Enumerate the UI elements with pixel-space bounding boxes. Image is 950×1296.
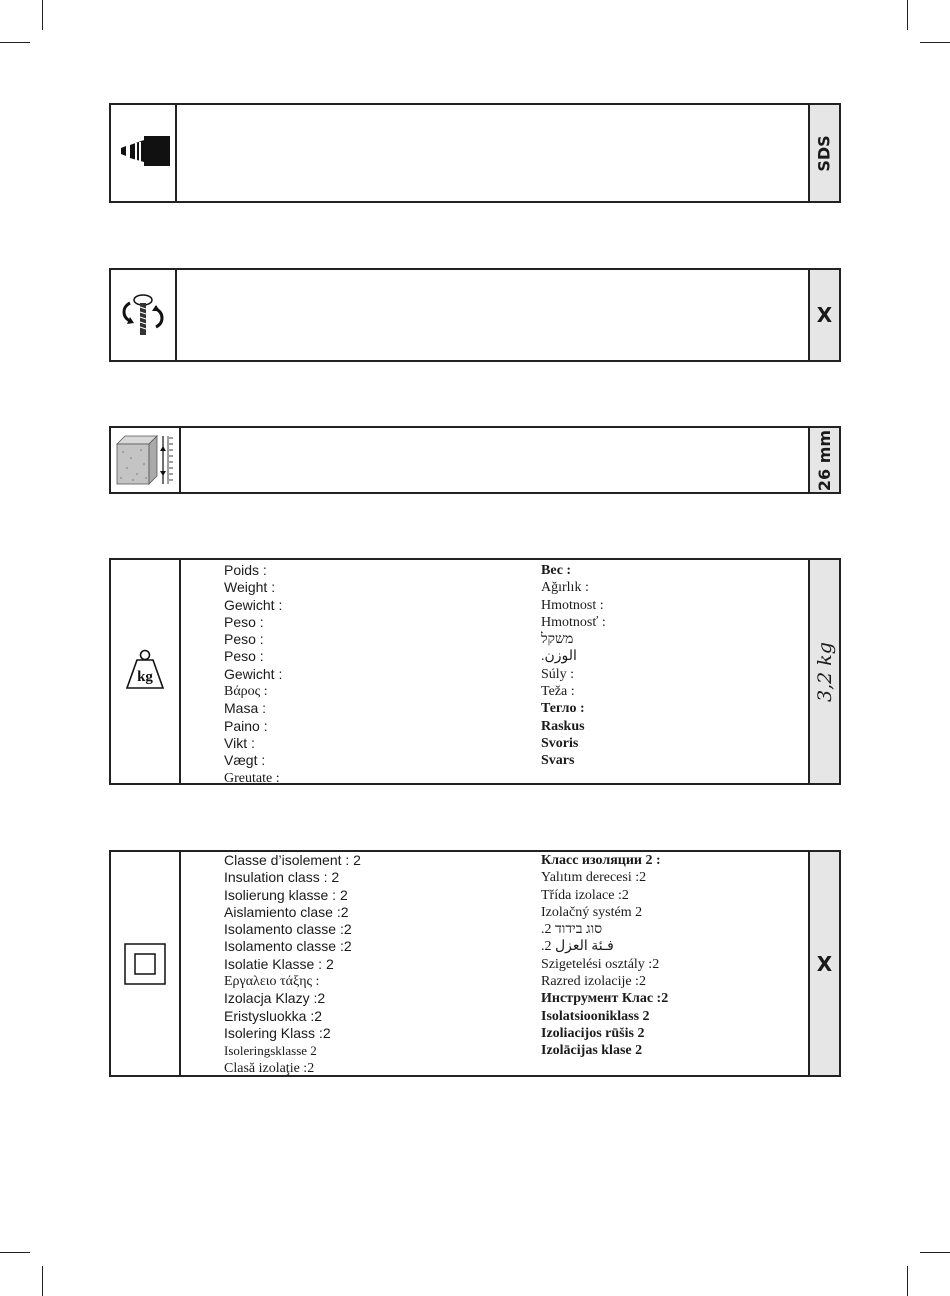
rotation-value: X (816, 303, 833, 327)
list-item: Teža : (541, 684, 575, 700)
rotation-panel (109, 268, 841, 362)
insulation-value: X (816, 951, 833, 976)
list-item: Isolamento classe :2 (224, 921, 352, 938)
list-item: Vægt : (224, 752, 266, 769)
list-item: Peso : (224, 613, 264, 630)
insulation-labels-left (184, 852, 484, 1075)
list-item: סוג בידוד 2. (541, 922, 603, 938)
list-item: Raskus (541, 718, 585, 734)
list-item: Vikt : (224, 734, 255, 751)
list-item: Εργαλειο τάξης : (224, 974, 320, 990)
crop-mark (907, 0, 908, 30)
list-item: Βάρος : (224, 684, 268, 700)
sds-chuck-icon (114, 133, 172, 173)
list-item: Hmotnosť : (541, 614, 606, 630)
sds-value: SDS (815, 134, 835, 172)
insulation-labels-right (501, 852, 801, 1075)
list-item: Peso : (224, 648, 264, 665)
list-item: Razred izolacije :2 (541, 974, 646, 990)
list-item: Hmotnost : (541, 597, 604, 613)
concrete-drilling-capacity-icon (113, 432, 177, 488)
weight-panel (109, 558, 841, 785)
list-item: Gewicht : (224, 665, 283, 682)
list-item: Szigetelési osztály :2 (541, 956, 660, 972)
list-item: Инструмент Клас :2 (541, 991, 669, 1007)
double-insulation-icon (124, 943, 166, 985)
list-item: Classe d’isolement : 2 (224, 852, 361, 868)
insulation-panel (109, 850, 841, 1077)
list-item: Izoliacijos rūšis 2 (541, 1025, 645, 1041)
crop-mark (907, 1266, 908, 1296)
concrete-value-cell (808, 428, 839, 492)
list-item: Izolacja Klazy :2 (224, 990, 326, 1007)
list-item: Svars (541, 753, 575, 769)
crop-mark (0, 1252, 30, 1253)
list-item: فـئة العزل 2. (541, 939, 614, 955)
concrete-value: 26 mm (815, 429, 834, 491)
weight-icon-text: kg (137, 668, 153, 685)
list-item: Poids : (224, 562, 267, 578)
list-item: Třída izolace :2 (541, 887, 629, 903)
weight-icon (123, 648, 167, 696)
list-item: Greutate : (224, 770, 280, 786)
list-item: Paino : (224, 717, 268, 734)
list-item: Gewicht : (224, 596, 283, 613)
crop-mark (42, 1266, 43, 1296)
list-item: Isolatsiooniklass 2 (541, 1008, 650, 1024)
crop-mark (42, 0, 43, 30)
list-item: Insulation class : 2 (224, 869, 340, 886)
weight-value: 3,2 kg (813, 641, 836, 702)
list-item: Isoleringsklasse 2 (224, 1043, 317, 1059)
list-item: Peso : (224, 631, 264, 648)
insulation-icon-cell (111, 852, 181, 1075)
weight-icon-cell (111, 560, 181, 783)
list-item: الوزن. (541, 649, 577, 665)
list-item: Svoris (541, 735, 579, 751)
rotation-value-cell (808, 270, 839, 360)
list-item: Вес : (541, 563, 572, 578)
list-item: Isolierung klasse : 2 (224, 886, 348, 903)
crop-mark (920, 42, 950, 43)
list-item: Aislamiento clase :2 (224, 903, 349, 920)
list-item: Masa : (224, 700, 267, 717)
list-item: Тегло : (541, 701, 585, 717)
concrete-panel (109, 426, 841, 494)
sds-panel (109, 103, 841, 203)
list-item: Eristysluokka :2 (224, 1007, 323, 1024)
weight-labels-left (184, 562, 484, 786)
insulation-value-cell (808, 852, 839, 1075)
rotation-icon-cell (111, 270, 177, 360)
sds-value-cell (808, 105, 839, 201)
list-item: Yalıtım derecesi :2 (541, 870, 647, 886)
list-item: Izolačný systém 2 (541, 904, 643, 920)
list-item: Isolamento classe :2 (224, 938, 352, 955)
list-item: Weight : (224, 579, 276, 596)
list-item: Clasă izolaţie :2 (224, 1060, 315, 1076)
crop-mark (0, 42, 30, 43)
weight-labels-right (501, 562, 801, 783)
list-item: Ağırlık : (541, 580, 589, 596)
concrete-icon-cell (111, 428, 181, 492)
weight-value-cell (808, 560, 839, 783)
list-item: משקל (541, 632, 574, 648)
list-item: Isolatie Klasse : 2 (224, 955, 334, 972)
reverse-rotation-icon (118, 289, 168, 341)
list-item: Súly : (541, 666, 575, 682)
list-item: Isolering Klass :2 (224, 1024, 331, 1041)
list-item: Izolācijas klase 2 (541, 1043, 643, 1059)
list-item: Класс изоляции 2 : (541, 853, 661, 868)
sds-icon-cell (111, 105, 177, 201)
crop-mark (920, 1252, 950, 1253)
